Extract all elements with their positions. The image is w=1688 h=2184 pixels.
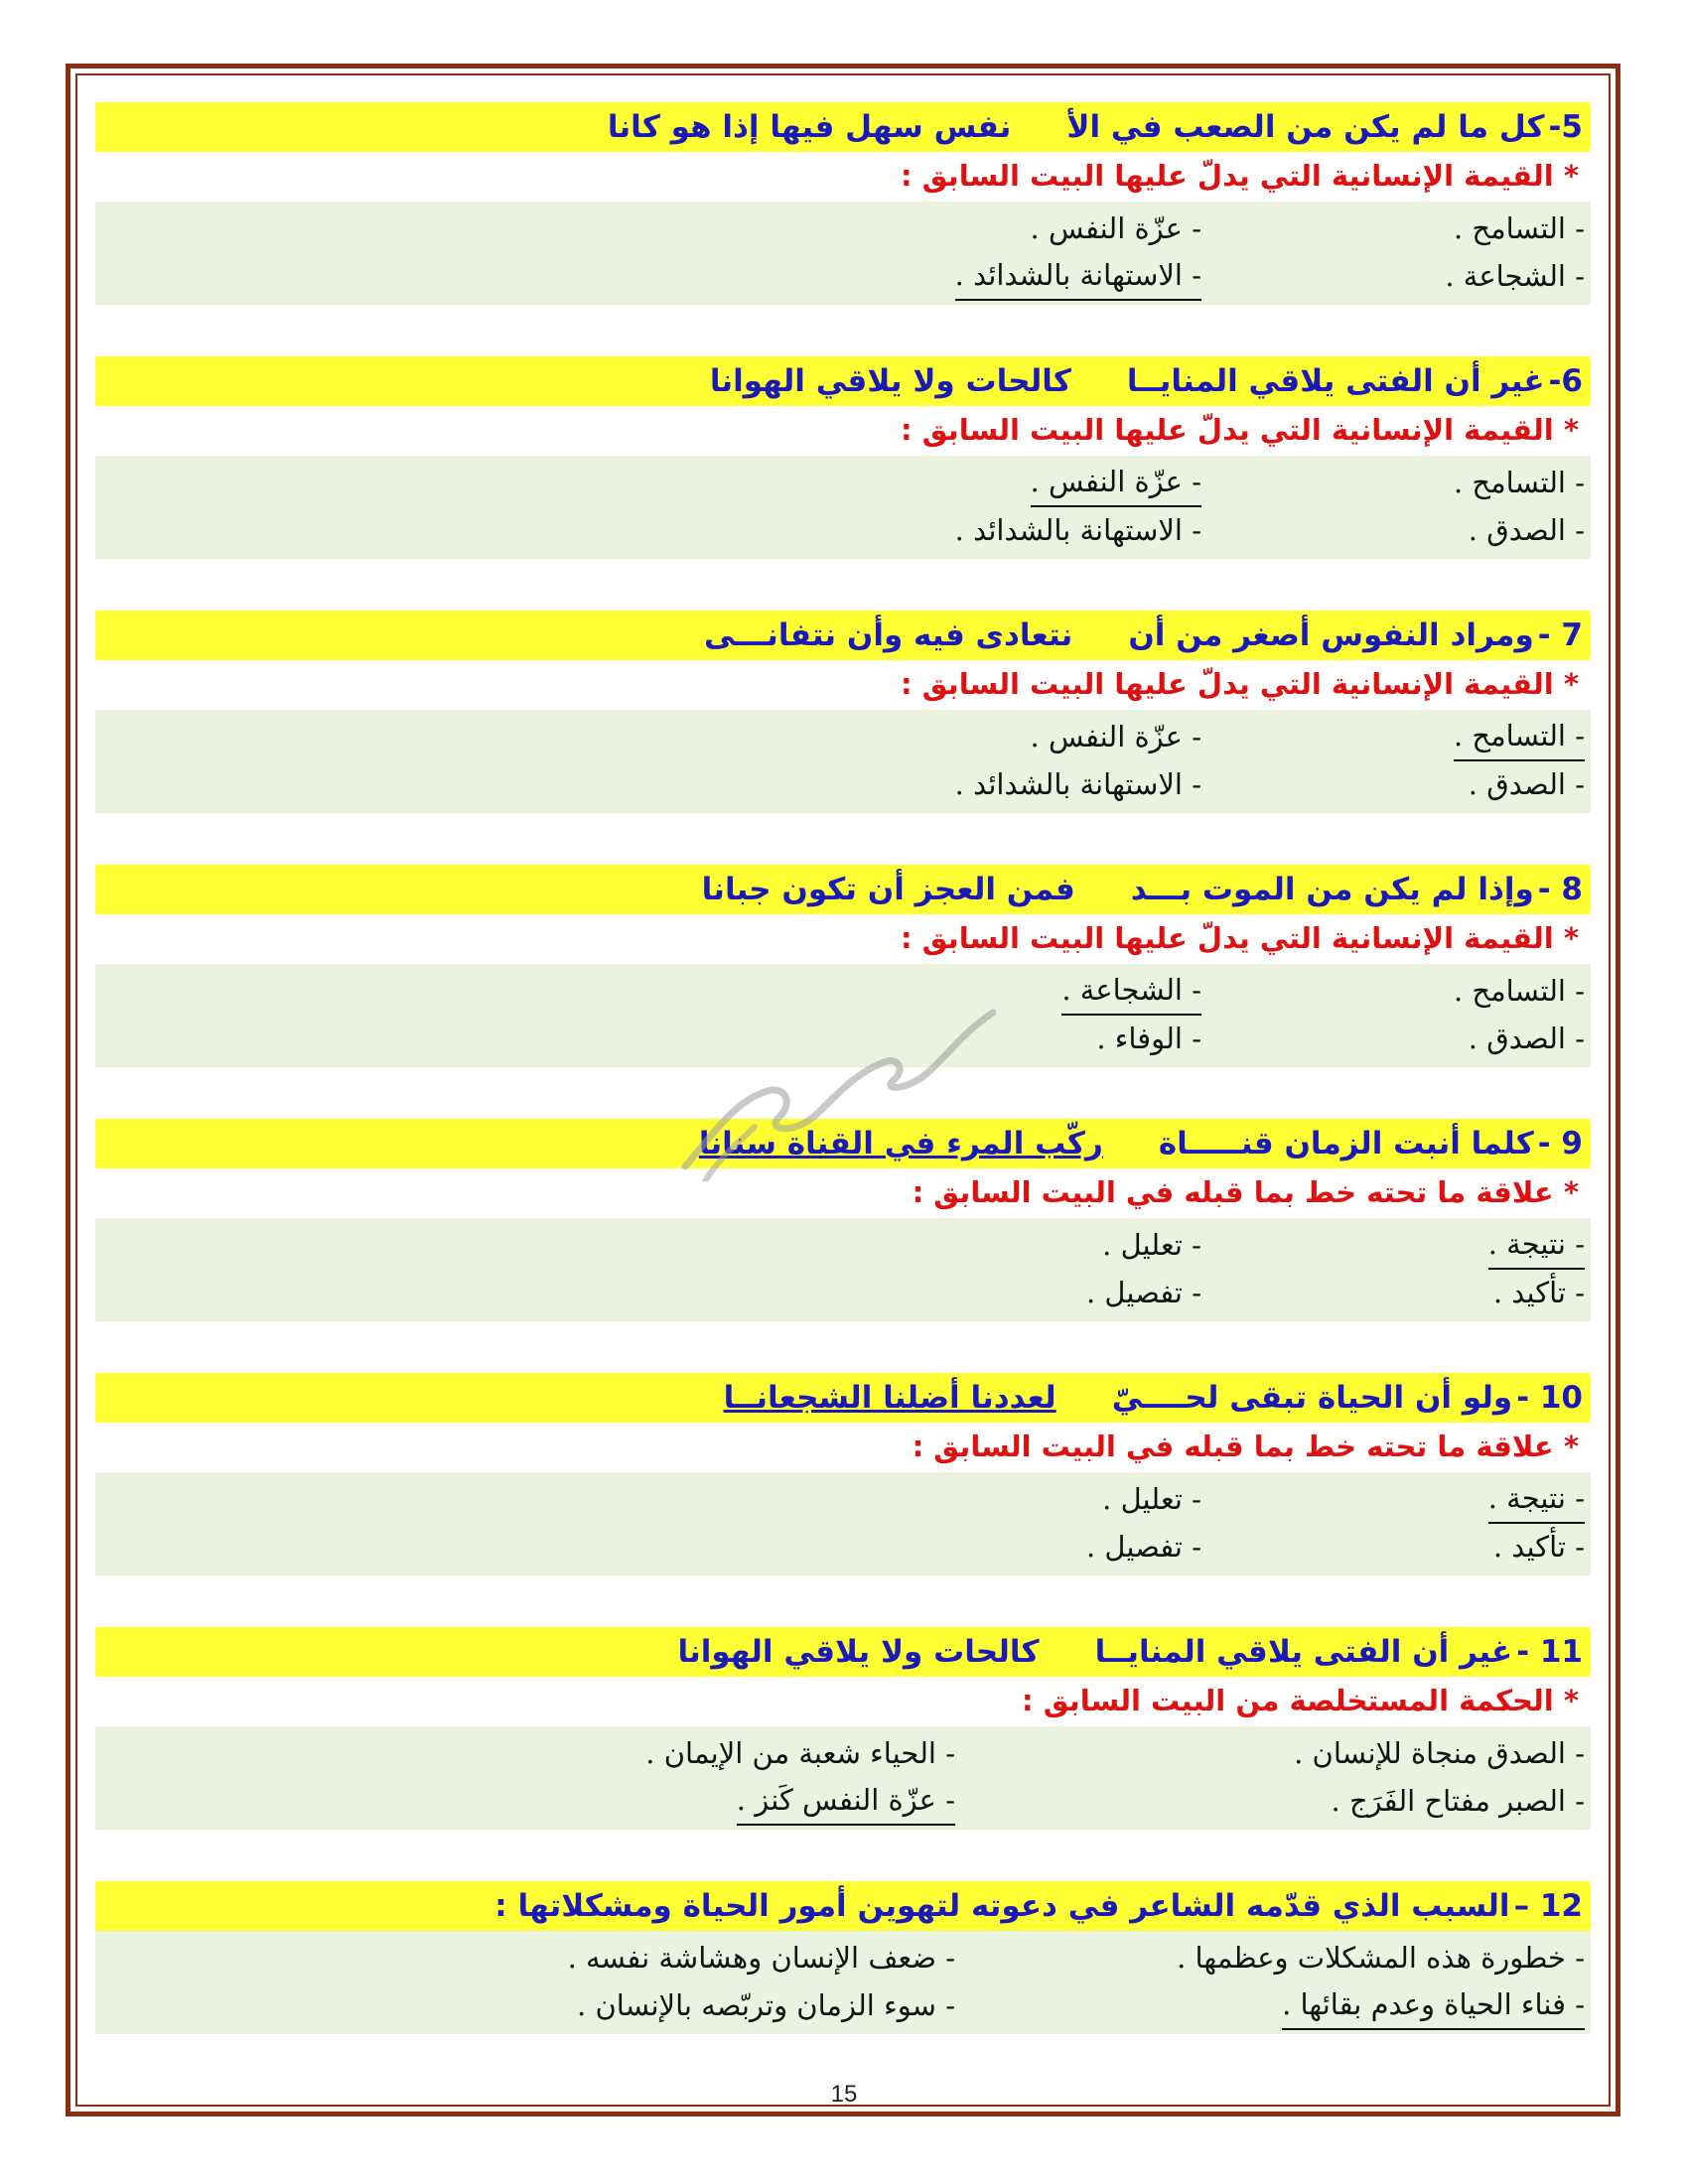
verse-first-hemistich: كل ما لم يكن من الصعب في الأ [1066, 109, 1545, 145]
answer-options [95, 1218, 1591, 1321]
answer-option[interactable]: - خطورة هذه المشكلات وعظمها . [1177, 1941, 1585, 1975]
answer-options [95, 456, 1591, 559]
verse-first-hemistich: ولو أن الحياة تبقى لحــــيّ [1111, 1380, 1513, 1416]
verse-second-hemistich: لعددنا أضلنا الشجعانــا [723, 1380, 1056, 1416]
verse-first-hemistich: غير أن الفتى يلاقي المنايــا [1094, 1634, 1513, 1670]
question-header [95, 865, 1591, 914]
verse-second-hemistich: فمن العجز أن تكون جبانا [701, 872, 1075, 907]
answer-option[interactable]: - الاستهانة بالشدائد . [954, 767, 1201, 801]
answer-options [95, 710, 1591, 813]
question-block [95, 1881, 1591, 2034]
question-header [95, 1627, 1591, 1677]
answer-option[interactable]: - تأكيد . [1492, 1276, 1585, 1309]
answer-option-correct[interactable]: - عزّة النفس . [1031, 460, 1201, 507]
question-prompt: * القيمة الإنسانية التي يدلّ عليها البيت السابق : [900, 159, 1579, 193]
answer-option[interactable]: - الصدق . [1468, 767, 1585, 801]
question-number: 8 - [1537, 872, 1583, 907]
answer-option[interactable]: - الوفاء . [1096, 1022, 1201, 1055]
answer-option[interactable]: - تأكيد . [1492, 1530, 1585, 1564]
question-block [95, 1627, 1591, 1830]
answer-option[interactable]: - الحياء شعبة من الإيمان . [645, 1736, 955, 1770]
verse-second-hemistich: كالحات ولا يلاقي الهوانا [677, 1634, 1040, 1670]
question-block [95, 1119, 1591, 1321]
answer-option-correct[interactable]: - الشجاعة . [1061, 968, 1201, 1016]
answer-option[interactable]: - الاستهانة بالشدائد . [954, 513, 1201, 547]
verse-first-hemistich: السبب الذي قدّمه الشاعر في دعوته لتهوين أمور الحياة ومشكلاتها : [494, 1888, 1510, 1924]
answer-option[interactable]: - تفصيل . [1085, 1276, 1201, 1309]
answer-option[interactable]: - الصبر مفتاح الفَرَج . [1331, 1784, 1585, 1818]
page-number: 15 [830, 2081, 858, 2108]
answer-option[interactable]: - الصدق . [1468, 513, 1585, 547]
answer-option[interactable]: - تعليل . [1102, 1482, 1201, 1516]
answer-option[interactable]: - تعليل . [1102, 1228, 1201, 1262]
question-header [95, 1881, 1591, 1931]
answer-option[interactable]: - تفصيل . [1085, 1530, 1201, 1564]
question-number: 11 - [1516, 1634, 1583, 1670]
answer-option[interactable]: - التسامح . [1453, 211, 1585, 245]
verse-first-hemistich: وإذا لم يكن من الموت بـــد [1130, 872, 1534, 907]
question-header [95, 1119, 1591, 1168]
answer-options [95, 1472, 1591, 1575]
answer-options [95, 202, 1591, 305]
answer-option[interactable]: - الصدق . [1468, 1022, 1585, 1055]
verse-first-hemistich: غير أن الفتى يلاقي المنايــا [1126, 363, 1545, 399]
answer-option-correct[interactable]: - الاستهانة بالشدائد . [955, 253, 1201, 301]
answer-option-correct[interactable]: - فناء الحياة وعدم بقائها . [1282, 1982, 1585, 2030]
verse-second-hemistich: كالحات ولا يلاقي الهوانا [709, 363, 1071, 399]
answer-option-correct[interactable]: - التسامح . [1454, 714, 1585, 761]
answer-option[interactable]: - الشجاعة . [1445, 259, 1585, 293]
question-header [95, 1373, 1591, 1423]
answer-option-correct[interactable]: - نتيجة . [1488, 1476, 1585, 1524]
verse-second-hemistich: نتعادى فيه وأن نتفانـــى [704, 617, 1073, 653]
answer-options [95, 964, 1591, 1067]
answer-option[interactable]: - عزّة النفس . [1030, 211, 1201, 245]
question-block [95, 865, 1591, 1067]
question-prompt: * علاقة ما تحته خط بما قبله في البيت السابق : [912, 1175, 1579, 1209]
answer-option[interactable]: - الصدق منجاة للإنسان . [1294, 1736, 1585, 1770]
answer-option-correct[interactable]: - نتيجة . [1488, 1222, 1585, 1270]
answer-options [95, 1726, 1591, 1830]
answer-option[interactable]: - التسامح . [1453, 466, 1585, 499]
question-prompt: * الحكمة المستخلصة من البيت السابق : [1022, 1684, 1579, 1717]
question-prompt: * القيمة الإنسانية التي يدلّ عليها البيت السابق : [900, 413, 1579, 447]
question-number: 9 - [1537, 1126, 1583, 1161]
question-header [95, 611, 1591, 660]
answer-option[interactable]: - التسامح . [1453, 974, 1585, 1008]
answer-option[interactable]: - عزّة النفس . [1030, 720, 1201, 753]
question-block [95, 1373, 1591, 1575]
question-number: 7 - [1537, 617, 1583, 653]
question-block [95, 356, 1591, 559]
question-header [95, 356, 1591, 406]
verse-first-hemistich: كلما أنبت الزمان قنـــــاة [1158, 1126, 1534, 1161]
verse-second-hemistich: نفس سهل فيها إذا هو كانا [607, 109, 1012, 145]
question-number: 12 – [1513, 1888, 1583, 1924]
question-number: 5- [1548, 109, 1583, 145]
verse-first-hemistich: ومراد النفوس أصغر من أن [1128, 617, 1534, 653]
question-prompt: * القيمة الإنسانية التي يدلّ عليها البيت السابق : [900, 921, 1579, 955]
question-prompt: * القيمة الإنسانية التي يدلّ عليها البيت السابق : [900, 667, 1579, 701]
answer-option[interactable]: - سوء الزمان وتربّصه بالإنسان . [577, 1988, 955, 2022]
question-header [95, 102, 1591, 152]
answer-option-correct[interactable]: - عزّة النفس كَنز . [737, 1778, 955, 1826]
worksheet [95, 102, 1591, 2034]
verse-second-hemistich: ركّب المرء في القناة سنانا [698, 1126, 1103, 1161]
answer-options [95, 1931, 1591, 2034]
question-prompt: * علاقة ما تحته خط بما قبله في البيت السابق : [912, 1430, 1579, 1463]
answer-option[interactable]: - ضعف الإنسان وهشاشة نفسه . [567, 1941, 955, 1975]
question-number: 6- [1548, 363, 1583, 399]
question-block [95, 102, 1591, 305]
question-block [95, 611, 1591, 813]
question-number: 10 - [1516, 1380, 1583, 1416]
